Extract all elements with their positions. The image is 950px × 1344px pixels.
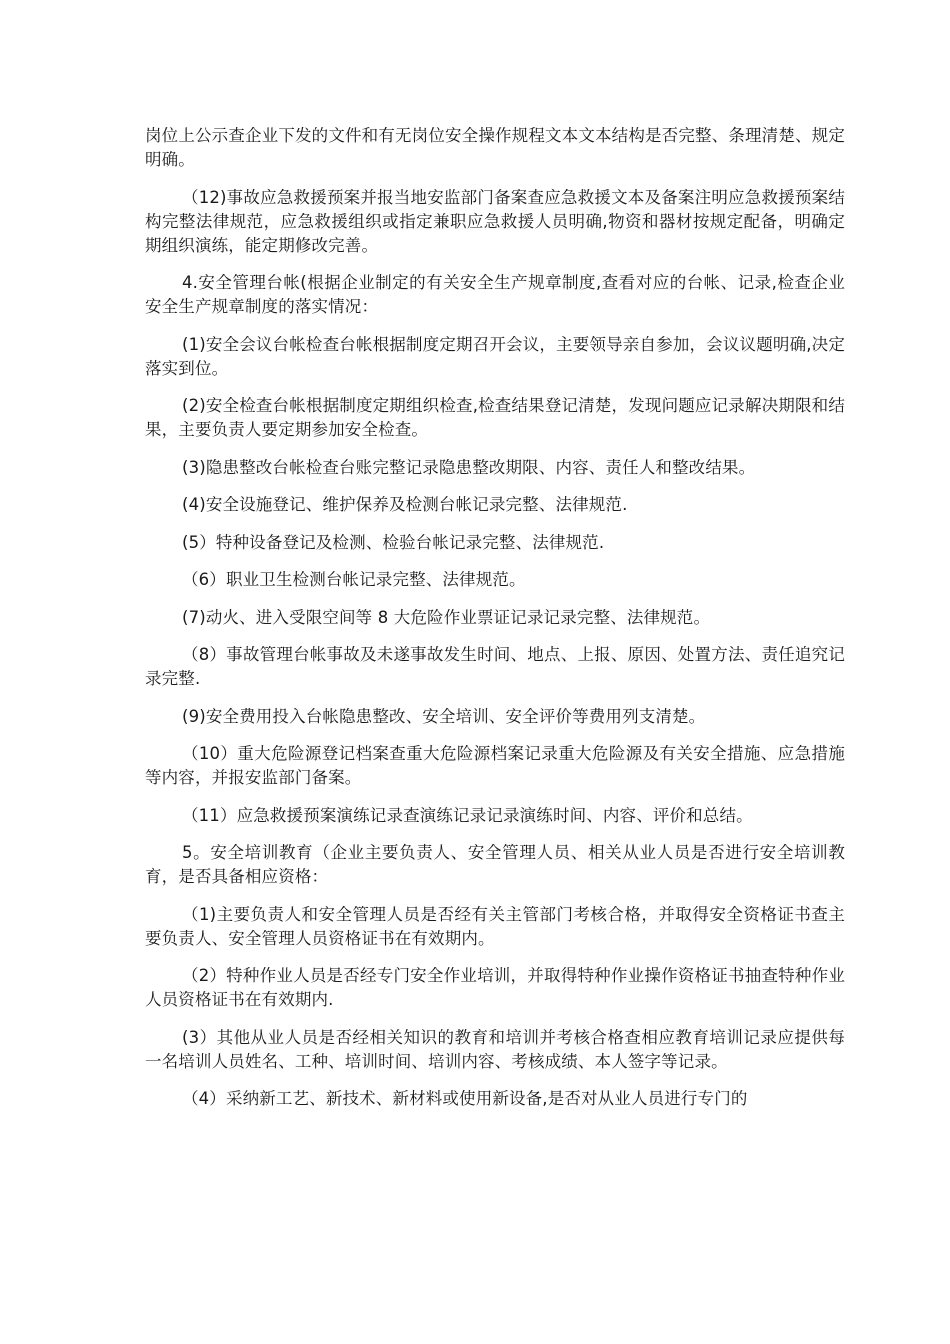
paragraph-14: （11）应急救援预案演练记录查演练记录记录演练时间、内容、评价和总结。: [182, 805, 753, 825]
paragraph-18: (3）其他从业人员是否经相关知识的教育和培训并考核合格查相应教育培训记录应提供每一名培训人员姓名、工种、培训时间、培训内容、考核成绩、本人签字等记录。: [145, 1027, 845, 1071]
document-body: [145, 124, 845, 1125]
paragraph-13: （10）重大危险源登记档案查重大危险源档案记录重大危险源及有关安全措施、应急措施等内容，并报安监部门备案。: [145, 744, 845, 787]
paragraph-15: 5。安全培训教育（企业主要负责人、安全管理人员、相关从业人员是否进行安全培训教育，是否具备相应资格：: [145, 843, 845, 886]
paragraph-5: (2)安全检查台帐根据制度定期组织检查,检查结果登记清楚，发现问题应记录解决期限和结果，主要负责人要定期参加安全检查。: [145, 396, 845, 439]
paragraph-1: 岗位上公示查企业下发的文件和有无岗位安全操作规程文本文本结构是否完整、条理清楚、规定明确。: [145, 126, 845, 169]
paragraph-12: (9)安全费用投入台帐隐患整改、安全培训、安全评价等费用列支清楚。: [182, 706, 706, 726]
paragraph-9: （6）职业卫生检测台帐记录完整、法律规范。: [182, 570, 526, 589]
paragraph-4: (1)安全会议台帐检查台帐根据制度定期召开会议，主要领导亲自参加，会议议题明确,决定落实到位。: [145, 334, 845, 378]
paragraph-10: (7)动火、进入受限空间等 8 大危险作业票证记录记录完整、法律规范。: [182, 607, 711, 627]
paragraph-2: （12)事故应急救援预案并报当地安监部门备案查应急救援文本及备案注明应急救援预案结构完整法律规范，应急救援组织或指定兼职应急救援人员明确,物资和器材按规定配备，明确定期组织演练，能定期修改完善。: [145, 187, 845, 255]
paragraph-3: 4.安全管理台帐(根据企业制定的有关安全生产规章制度,查看对应的台帐、记录,检查企业安全生产规章制度的落实情况：: [145, 273, 845, 316]
paragraph-16: （1)主要负责人和安全管理人员是否经有关主管部门考核合格，并取得安全资格证书查主要负责人、安全管理人员资格证书在有效期内。: [145, 904, 845, 948]
paragraph-17: （2）特种作业人员是否经专门安全作业培训，并取得特种作业操作资格证书抽查特种作业人员资格证书在有效期内.: [145, 966, 845, 1009]
paragraph-8: (5）特种设备登记及检测、检验台帐记录完整、法律规范.: [182, 532, 605, 552]
paragraph-7: (4)安全设施登记、维护保养及检测台帐记录完整、法律规范.: [182, 495, 628, 514]
paragraph-19: （4）采纳新工艺、新技术、新材料或使用新设备,是否对从业人员进行专门的: [182, 1089, 748, 1108]
paragraph-11: （8）事故管理台帐事故及未遂事故发生时间、地点、上报、原因、处置方法、责任追究记录完整.: [145, 645, 845, 688]
paragraph-6: (3)隐患整改台帐检查台账完整记录隐患整改期限、内容、责任人和整改结果。: [182, 457, 756, 477]
